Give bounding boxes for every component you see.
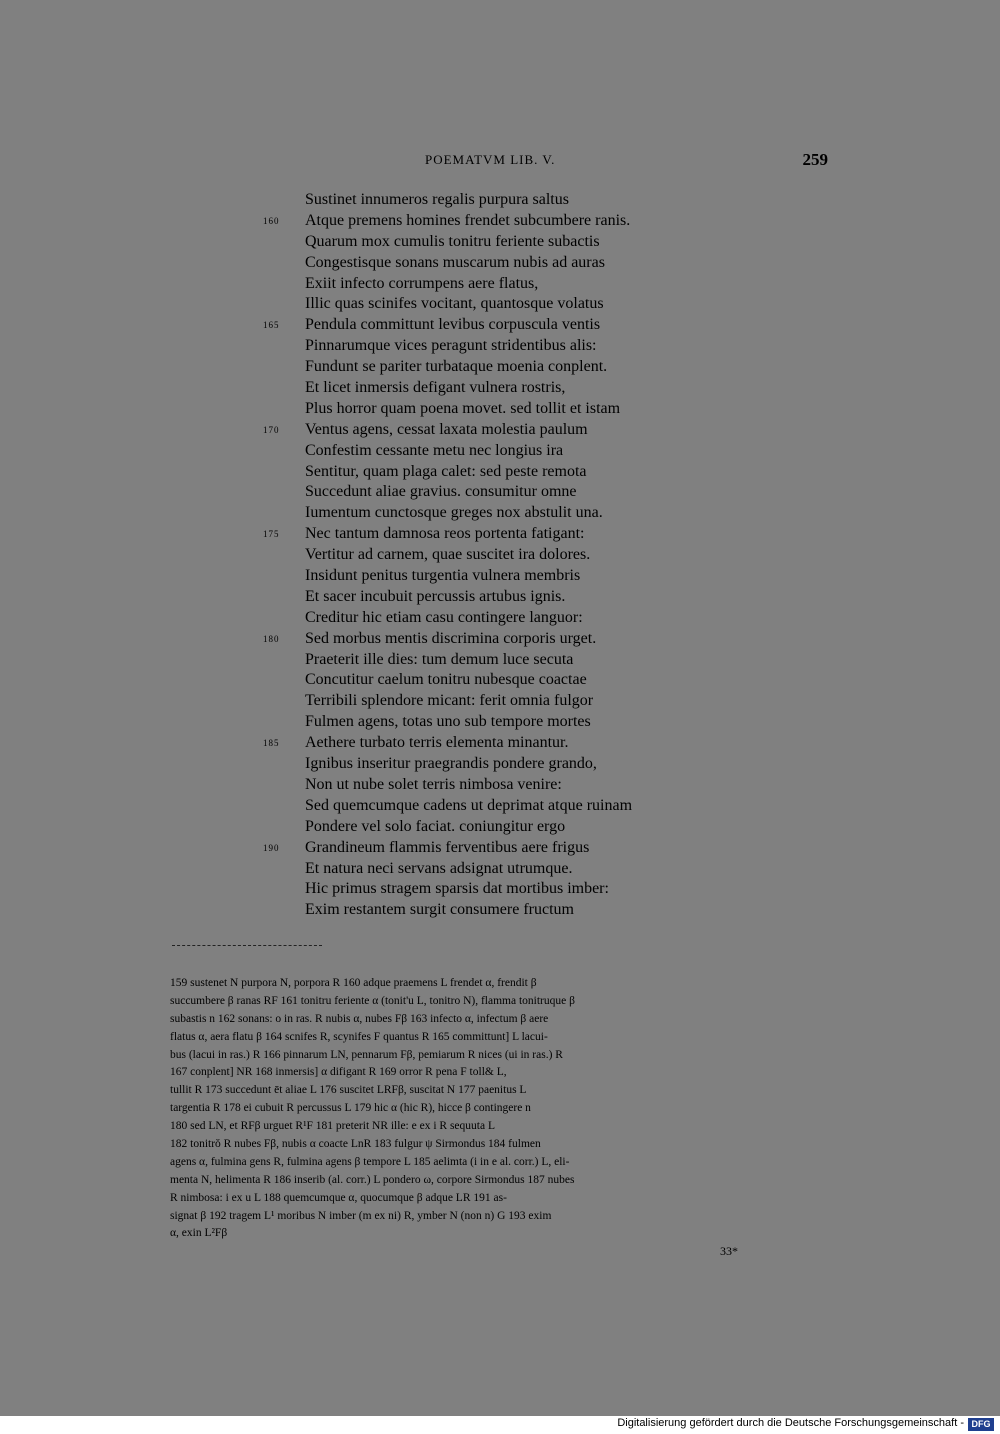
verse-line xyxy=(255,524,815,545)
apparatus-line: agens α, fulmina gens R, fulmina agens β tempore L 185 aelimta (i in e al. corr.) L, eli- xyxy=(170,1155,570,1168)
verse-number: 190 xyxy=(263,842,280,853)
verse-text: Nec tantum damnosa reos portenta fatigant: xyxy=(305,525,585,543)
verse-text: Pondere vel solo faciat. coniungitur ergo xyxy=(305,817,566,835)
dfg-logo: DFG xyxy=(968,1418,994,1431)
apparatus-line: menta N, helimenta R 186 inserib (al. corr.) L pondero ω, corpore Sirmondus 187 nubes xyxy=(170,1173,575,1186)
verse-text: Terribili splendore micant: ferit omnia fulgor xyxy=(305,692,594,710)
verse-block xyxy=(255,190,815,921)
footer-bar xyxy=(0,1416,1000,1434)
verse-text: Praeterit ille dies: tum demum luce secuta xyxy=(305,650,574,668)
verse-line xyxy=(255,274,815,295)
apparatus-line: 159 sustenet N purpora N, porpora R 160 adque praemens L frendet α, frendit β xyxy=(170,977,537,989)
verse-line xyxy=(255,650,815,671)
verse-text: Et licet inmersis defigant vulnera rostris, xyxy=(305,379,566,397)
verse-text: Sustinet innumeros regalis purpura saltus xyxy=(305,191,569,208)
verse-text: Exim restantem surgit consumere fructum xyxy=(305,901,574,919)
verse-text: Confestim cessante metu nec longius ira xyxy=(305,441,564,459)
critical-apparatus xyxy=(170,975,828,1243)
verse-line xyxy=(255,420,815,441)
verse-line xyxy=(255,294,815,315)
sheet-signature: 33* xyxy=(720,1244,738,1258)
page-number: 259 xyxy=(802,150,828,169)
verse-text: Hic primus stragem sparsis dat mortibus imber: xyxy=(305,880,609,898)
verse-line xyxy=(255,211,815,232)
verse-line xyxy=(255,754,815,775)
apparatus-line: 180 sed LN, et RFβ urguet R¹F 181 preterit NR ille: e ex i R sequuta L xyxy=(170,1120,495,1133)
verse-text: Fulmen agens, totas uno sub tempore mortes xyxy=(305,713,591,731)
verse-line xyxy=(255,859,815,880)
verse-line xyxy=(255,232,815,253)
verse-text: Sed quemcumque cadens ut deprimat atque ruinam xyxy=(305,796,633,814)
verse-line xyxy=(255,712,815,733)
verse-number: 185 xyxy=(263,738,280,749)
apparatus-line: flatus α, aera flatu β 164 scnifes R, scynifes F quantus R 165 committunt] L lacui- xyxy=(170,1030,548,1043)
verse-text: Creditur hic etiam casu contingere languor: xyxy=(305,608,583,626)
apparatus-line: succumbere β ranas RF 161 tonitru feriente α (tonit'u L, tonitro N), flamma tonitruque β xyxy=(170,994,575,1007)
verse-text: Sed morbus mentis discrimina corporis urget. xyxy=(305,629,597,647)
verse-text: Vertitur ad carnem, quae suscitet ira dolores. xyxy=(305,546,591,564)
verse-line xyxy=(255,775,815,796)
running-title: POEMATVM LIB. V. xyxy=(425,152,556,167)
verse-number: 170 xyxy=(263,424,280,435)
verse-text: Exiit infecto corrumpens aere flatus, xyxy=(305,274,539,292)
verse-text: Non ut nube solet terris nimbosa venire: xyxy=(305,775,562,793)
verse-number: 160 xyxy=(263,215,280,226)
verse-line xyxy=(255,315,815,336)
verse-line xyxy=(255,629,815,650)
verse-line xyxy=(255,399,815,420)
verse-line xyxy=(255,670,815,691)
apparatus-line: tullit R 173 succedunt ēt aliae L 176 suscitet LRFβ, suscitat N 177 paenitus L xyxy=(170,1084,527,1097)
verse-line xyxy=(255,733,815,754)
verse-line xyxy=(255,838,815,859)
verse-line xyxy=(255,378,815,399)
running-head xyxy=(170,150,830,174)
verse-line xyxy=(255,482,815,503)
verse-text: Concutitur caelum tonitru nubesque coactae xyxy=(305,671,587,689)
verse-text: Congestisque sonans muscarum nubis ad auras xyxy=(305,253,605,271)
verse-text: Fundunt se pariter turbataque moenia conplent. xyxy=(305,358,608,376)
verse-line xyxy=(255,190,815,211)
verse-text: Ignibus inseritur praegrandis pondere grando, xyxy=(305,755,597,773)
verse-number: 165 xyxy=(263,320,280,331)
verse-number: 175 xyxy=(263,529,280,540)
verse-text: Pendula committunt levibus corpuscula ventis xyxy=(305,316,601,334)
verse-line xyxy=(255,608,815,629)
verse-line xyxy=(255,817,815,838)
verse-text: Plus horror quam poena movet. sed tollit et istam xyxy=(305,399,621,417)
apparatus-line: bus (lacui in ras.) R 166 pinnarum LN, pennarum Fβ, pemiarum R nices (ui in ras.) R xyxy=(170,1048,563,1061)
verse-number: 180 xyxy=(263,633,280,644)
verse-text: Aethere turbato terris elementa minantur. xyxy=(305,734,569,752)
apparatus-line: 167 conplent] NR 168 inmersis] α difigant R 169 orror R pena F toll& L, xyxy=(170,1066,507,1079)
verse-text: Ventus agens, cessat laxata molestia paulum xyxy=(305,420,588,438)
apparatus-line: R nimbosa: i ex u L 188 quemcumque α, quocumque β adque LR 191 as- xyxy=(170,1191,507,1204)
verse-text: Pinnarumque vices peragunt stridentibus alis: xyxy=(305,337,597,355)
verse-line xyxy=(255,900,815,921)
verse-line xyxy=(255,796,815,817)
verse-line xyxy=(255,691,815,712)
verse-text: Illic quas scinifes vocitant, quantosque volatus xyxy=(305,295,604,313)
footnote-rule xyxy=(172,945,322,946)
verse-line xyxy=(255,566,815,587)
apparatus-line: 182 tonitrŏ R nubes Fβ, nubis α coacte LnR 183 fulgur ψ Sirmondus 184 fulmen xyxy=(170,1138,541,1151)
apparatus-line: subastis n 162 sonans: o in ras. R nubis α, nubes Fβ 163 infecto α, infectum β aere xyxy=(170,1012,549,1025)
apparatus-line: targentia R 178 ei cubuit R percussus L 179 hic α (hic R), hicce β contingere n xyxy=(170,1102,531,1115)
apparatus-line: signat β 192 tragem L¹ moribus N imber (m ex ni) R, ymber N (non n) G 193 exim xyxy=(170,1209,552,1222)
verse-text: Grandineum flammis ferventibus aere frigus xyxy=(305,838,590,856)
verse-line xyxy=(255,545,815,566)
verse-text: Sentitur, quam plaga calet: sed peste remota xyxy=(305,462,587,480)
apparatus-line: α, exin L²Fβ xyxy=(170,1227,228,1240)
verse-text: Et natura neci servans adsignat utrumque. xyxy=(305,859,573,877)
verse-line xyxy=(255,462,815,483)
verse-text: Et sacer incubuit percussis artubus ignis. xyxy=(305,587,566,605)
verse-text: Atque premens homines frendet subcumbere ranis. xyxy=(305,211,631,229)
verse-line xyxy=(255,587,815,608)
verse-text: Succedunt aliae gravius. consumitur omne xyxy=(305,483,577,501)
verse-text: Iumentum cunctosque greges nox abstulit una. xyxy=(305,504,603,522)
funding-notice: Digitalisierung gefördert durch die Deutsche Forschungsgemeinschaft - xyxy=(617,1417,964,1429)
verse-line xyxy=(255,441,815,462)
verse-text: Insidunt penitus turgentia vulnera membris xyxy=(305,567,581,585)
verse-line xyxy=(255,336,815,357)
verse-line xyxy=(255,879,815,900)
verse-line xyxy=(255,253,815,274)
verse-line xyxy=(255,503,815,524)
verse-text: Quarum mox cumulis tonitru feriente subactis xyxy=(305,232,600,250)
verse-line xyxy=(255,357,815,378)
